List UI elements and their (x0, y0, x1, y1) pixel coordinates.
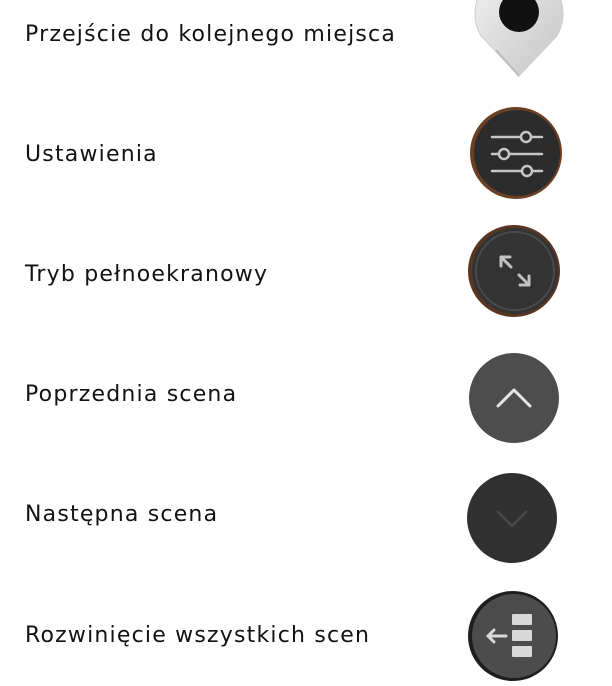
legend-row-previous-scene (0, 348, 612, 448)
chevron-up-icon[interactable] (468, 352, 560, 444)
legend-row-next-scene (0, 468, 612, 568)
legend-label-previous-scene: Poprzednia scena (25, 382, 238, 407)
legend-row-next-place (0, 0, 612, 100)
legend-label-settings: Ustawienia (25, 142, 158, 167)
chevron-down-icon[interactable] (466, 472, 558, 564)
legend-label-next-scene: Następna scena (25, 502, 219, 527)
legend-label-next-place: Przejście do kolejnego miejsca (25, 22, 397, 47)
legend-row-fullscreen (0, 222, 612, 322)
legend-label-all-scenes: Rozwinięcie wszystkich scen (25, 623, 371, 648)
legend-label-fullscreen: Tryb pełnoekranowy (25, 262, 269, 287)
legend-row-settings (0, 105, 612, 205)
map-pin-icon[interactable] (466, 0, 572, 78)
scene-list-icon[interactable] (464, 590, 562, 682)
fullscreen-expand-icon[interactable] (464, 222, 564, 320)
legend-row-all-scenes (0, 586, 612, 686)
settings-sliders-icon[interactable] (464, 105, 568, 201)
